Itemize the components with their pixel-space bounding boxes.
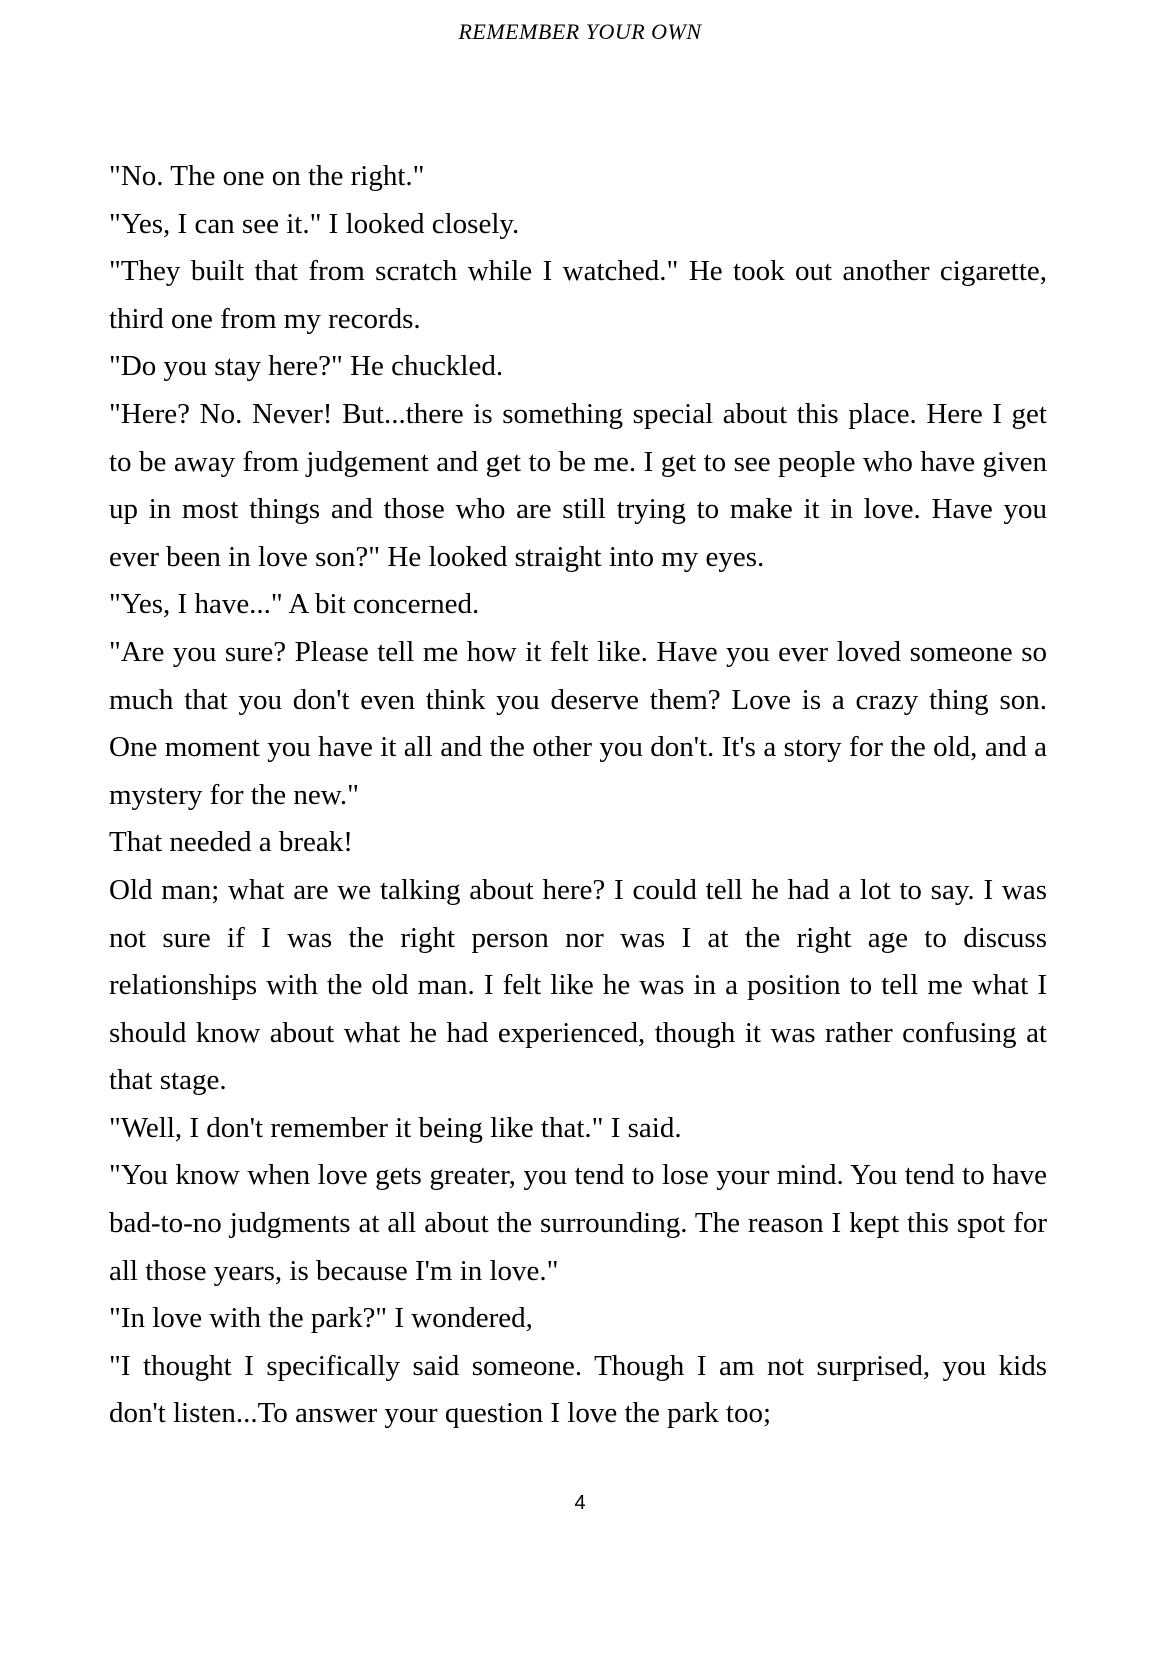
paragraph: "They built that from scratch while I watched." He took out another cigarette, third one from my records. [109, 255, 1047, 335]
running-header: REMEMBER YOUR OWN [458, 19, 702, 44]
page-number: 4 [574, 1492, 586, 1514]
paragraph: That needed a break! [109, 826, 353, 859]
paragraph: "Yes, I can see it." I looked closely. [109, 207, 520, 240]
paragraph: "In love with the park?" I wondered, [109, 1302, 533, 1335]
paragraph: "I thought I specifically said someone. Though I am not surprised, you kids don't listen...To answer your question I love the park too; [109, 1349, 1047, 1430]
paragraph: "Well, I don't remember it being like that." I said. [109, 1111, 682, 1144]
paragraph: "Here? No. Never! But...there is something special about this place. Here I get to be away from judgement and get to be me. I get to see people who have given up in most things and those who are still trying to make it in love. Have you ever been in love son?" He looked straight into my eyes. [109, 397, 1047, 573]
paragraph: "You know when love gets greater, you tend to lose your mind. You tend to have bad-to-no judgments at all about the surrounding. The reason I kept this spot for all those years, is because I'm in love." [109, 1159, 1047, 1287]
paragraph: Old man; what are we talking about here? I could tell he had a lot to say. I was not sure if I was the right person nor was I at the right age to discuss relationships with the old man. I felt like he was in a position to tell me what I should know about what he had experienced, though it was rather confusing at that stage. [109, 873, 1047, 1097]
paragraph: "Are you sure? Please tell me how it felt like. Have you ever loved someone so much that you don't even think you deserve them? Love is a crazy thing son. One moment you have it all and the other you don't. It's a story for the old, and a mystery for the new." [109, 635, 1047, 811]
paragraph: "Yes, I have..." A bit concerned. [109, 588, 480, 621]
paragraph: "Do you stay here?" He chuckled. [109, 350, 504, 383]
paragraph: "No. The one on the right." [109, 160, 425, 192]
body-text [109, 153, 1047, 1438]
